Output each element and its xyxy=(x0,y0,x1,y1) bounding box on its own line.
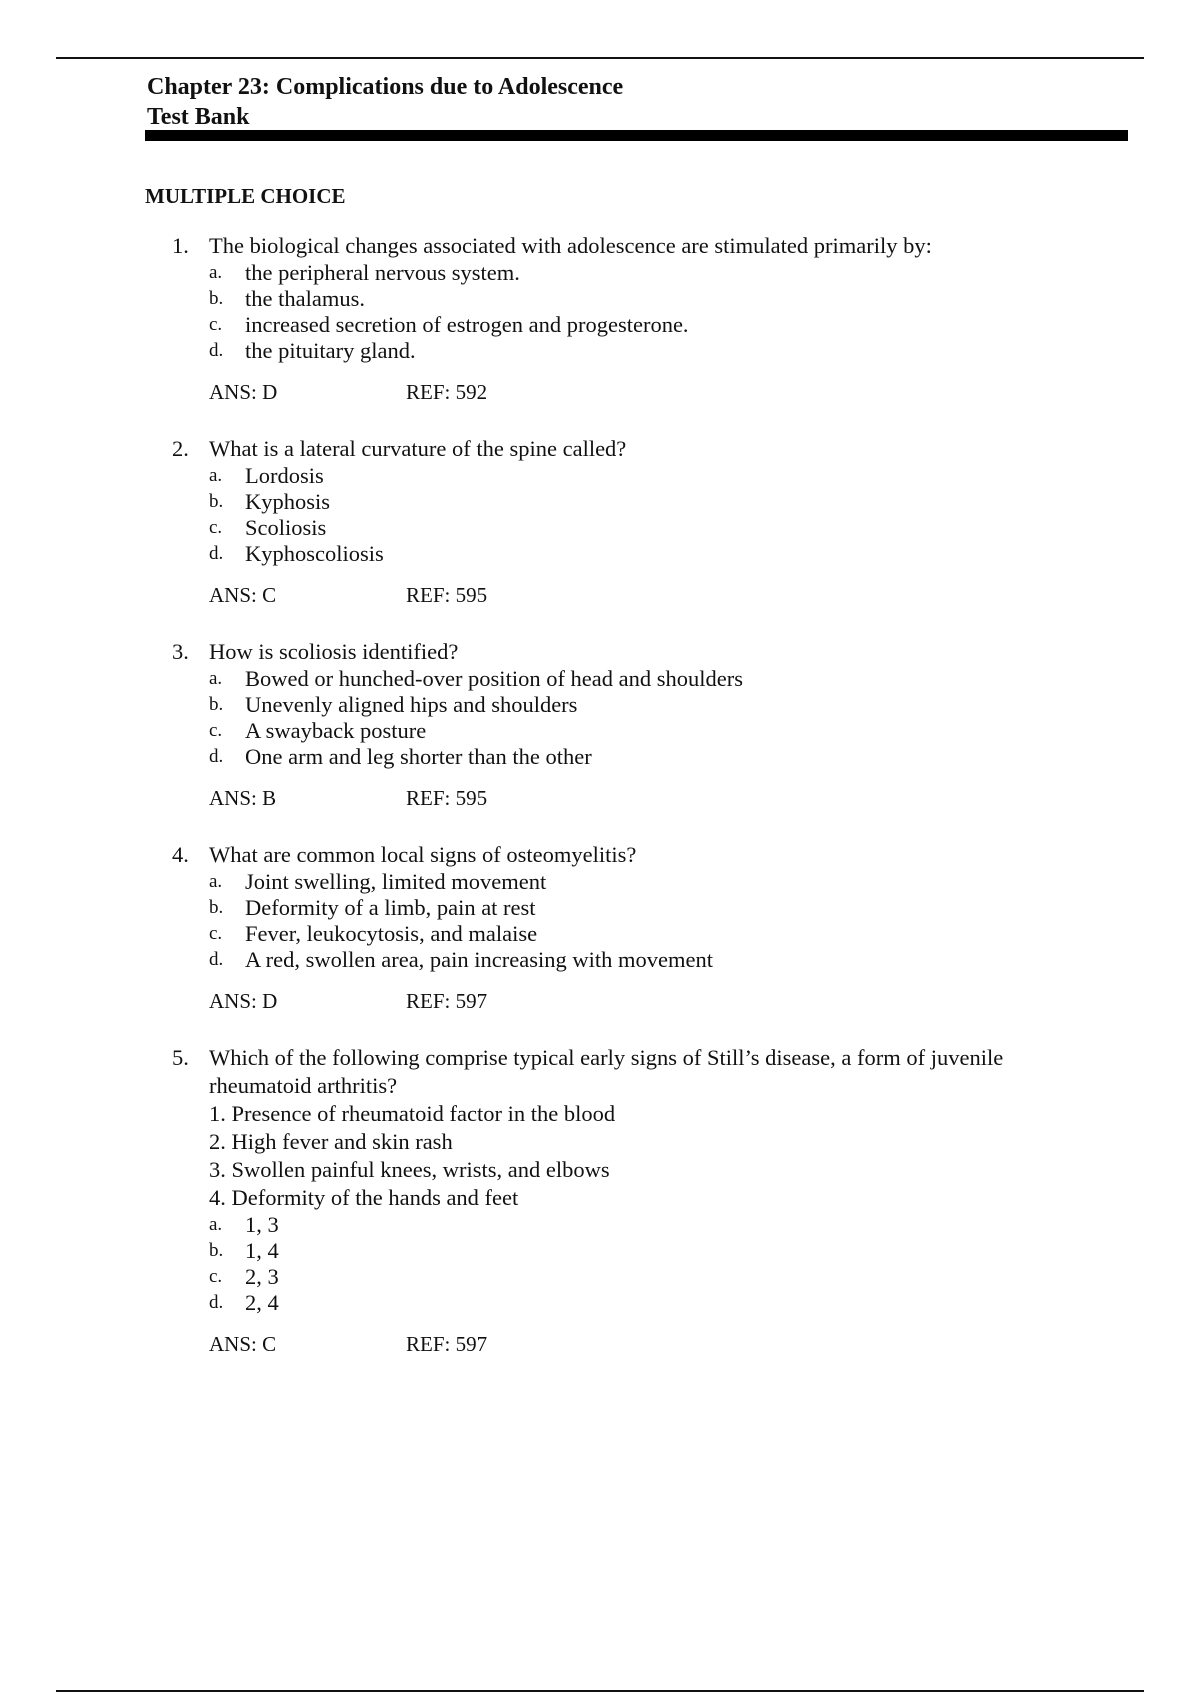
question-5 xyxy=(0,1044,1200,1358)
chapter-title: Chapter 23: Complications due to Adolescence xyxy=(147,74,624,100)
option-letter: b. xyxy=(209,288,224,309)
option-letter: a. xyxy=(209,871,223,892)
answer-option xyxy=(0,338,1200,364)
option-text: Lordosis xyxy=(245,463,324,488)
answer-option xyxy=(0,1238,1200,1264)
option-text: Kyphosis xyxy=(245,489,331,514)
option-letter: a. xyxy=(209,1214,223,1235)
page-reference: REF: 592 xyxy=(406,380,488,404)
page-reference: REF: 595 xyxy=(406,786,488,810)
option-letter: b. xyxy=(209,1240,224,1261)
answer-option xyxy=(0,744,1200,770)
answer-option xyxy=(0,312,1200,338)
option-text: 2, 3 xyxy=(245,1264,279,1289)
page-reference: REF: 595 xyxy=(406,583,488,607)
answer-option xyxy=(0,463,1200,489)
question-statement: 3. Swollen painful knees, wrists, and elbows xyxy=(209,1157,610,1182)
question-4 xyxy=(0,841,1200,1015)
answer-option xyxy=(0,260,1200,286)
answer-key: ANS: C xyxy=(209,583,277,607)
question-2 xyxy=(0,435,1200,609)
answer-option xyxy=(0,921,1200,947)
answer-option xyxy=(0,489,1200,515)
answer-key: ANS: D xyxy=(209,380,278,404)
bottom-rule xyxy=(56,1690,1144,1692)
answer-key: ANS: C xyxy=(209,1332,277,1356)
answer-key-line xyxy=(0,581,1200,609)
question-stem xyxy=(0,841,1200,869)
top-rule xyxy=(56,57,1144,59)
answer-option xyxy=(0,947,1200,973)
option-letter: d. xyxy=(209,949,224,970)
answer-option xyxy=(0,666,1200,692)
option-letter: d. xyxy=(209,1292,224,1313)
answer-option xyxy=(0,1212,1200,1238)
answer-option xyxy=(0,541,1200,567)
answer-option xyxy=(0,895,1200,921)
question-number: 3. xyxy=(172,639,189,664)
option-letter: a. xyxy=(209,262,223,283)
question-stem xyxy=(0,638,1200,666)
option-text: Fever, leukocytosis, and malaise xyxy=(245,921,538,946)
option-text: the thalamus. xyxy=(245,286,365,311)
page-reference: REF: 597 xyxy=(406,989,488,1013)
answer-option xyxy=(0,718,1200,744)
option-letter: c. xyxy=(209,923,223,944)
option-letter: a. xyxy=(209,465,223,486)
option-text: 2, 4 xyxy=(245,1290,279,1315)
option-letter: c. xyxy=(209,1266,223,1287)
page-reference: REF: 597 xyxy=(406,1332,488,1356)
question-text: What are common local signs of osteomyelitis? xyxy=(209,842,637,867)
answer-option xyxy=(0,1264,1200,1290)
test-bank-subtitle: Test Bank xyxy=(147,104,250,130)
option-letter: d. xyxy=(209,543,224,564)
option-letter: c. xyxy=(209,720,223,741)
option-text: increased secretion of estrogen and progesterone. xyxy=(245,312,689,337)
option-text: Scoliosis xyxy=(245,515,327,540)
answer-option xyxy=(0,869,1200,895)
option-letter: b. xyxy=(209,897,224,918)
header-bar xyxy=(145,130,1128,141)
option-letter: c. xyxy=(209,314,223,335)
question-3 xyxy=(0,638,1200,812)
option-text: Deformity of a limb, pain at rest xyxy=(245,895,536,920)
option-text: Joint swelling, limited movement xyxy=(245,869,547,894)
option-text: A swayback posture xyxy=(245,718,427,743)
option-letter: b. xyxy=(209,491,224,512)
question-number: 1. xyxy=(172,233,189,258)
question-statement: 2. High fever and skin rash xyxy=(209,1129,453,1154)
answer-key-line xyxy=(0,987,1200,1015)
answer-key-line xyxy=(0,1330,1200,1358)
option-letter: a. xyxy=(209,668,223,689)
option-letter: d. xyxy=(209,746,224,767)
answer-key-line xyxy=(0,784,1200,812)
answer-key: ANS: D xyxy=(209,989,278,1013)
question-stem xyxy=(0,1044,1200,1100)
option-text: One arm and leg shorter than the other xyxy=(245,744,592,769)
answer-option xyxy=(0,692,1200,718)
answer-option xyxy=(0,515,1200,541)
answer-option xyxy=(0,1290,1200,1316)
option-text: Bowed or hunched-over position of head and shoulders xyxy=(245,666,744,691)
document-header xyxy=(147,72,623,132)
question-number: 2. xyxy=(172,436,189,461)
option-text: A red, swollen area, pain increasing with movement xyxy=(245,947,713,972)
option-letter: b. xyxy=(209,694,224,715)
option-text: the peripheral nervous system. xyxy=(245,260,520,285)
option-text: the pituitary gland. xyxy=(245,338,416,363)
question-statement: 1. Presence of rheumatoid factor in the blood xyxy=(209,1101,616,1126)
question-statement: 4. Deformity of the hands and feet xyxy=(209,1185,519,1210)
question-list xyxy=(0,232,1200,1387)
option-text: 1, 3 xyxy=(245,1212,279,1237)
question-text: The biological changes associated with adolescence are stimulated primarily by: xyxy=(209,233,932,258)
option-text: Unevenly aligned hips and shoulders xyxy=(245,692,578,717)
question-number: 4. xyxy=(172,842,189,867)
question-1 xyxy=(0,232,1200,406)
option-text: 1, 4 xyxy=(245,1238,279,1263)
answer-option xyxy=(0,286,1200,312)
question-text: What is a lateral curvature of the spine called? xyxy=(209,436,627,461)
question-text: Which of the following comprise typical early signs of Still’s disease, a form of juvenile rheumatoid arthritis? xyxy=(209,1045,1004,1098)
question-text: How is scoliosis identified? xyxy=(209,639,459,664)
answer-key: ANS: B xyxy=(209,786,277,810)
question-stem xyxy=(0,232,1200,260)
question-number: 5. xyxy=(172,1045,189,1070)
answer-key-line xyxy=(0,378,1200,406)
option-text: Kyphoscoliosis xyxy=(245,541,384,566)
option-letter: d. xyxy=(209,340,224,361)
option-letter: c. xyxy=(209,517,223,538)
section-title: MULTIPLE CHOICE xyxy=(145,184,346,208)
question-stem xyxy=(0,435,1200,463)
